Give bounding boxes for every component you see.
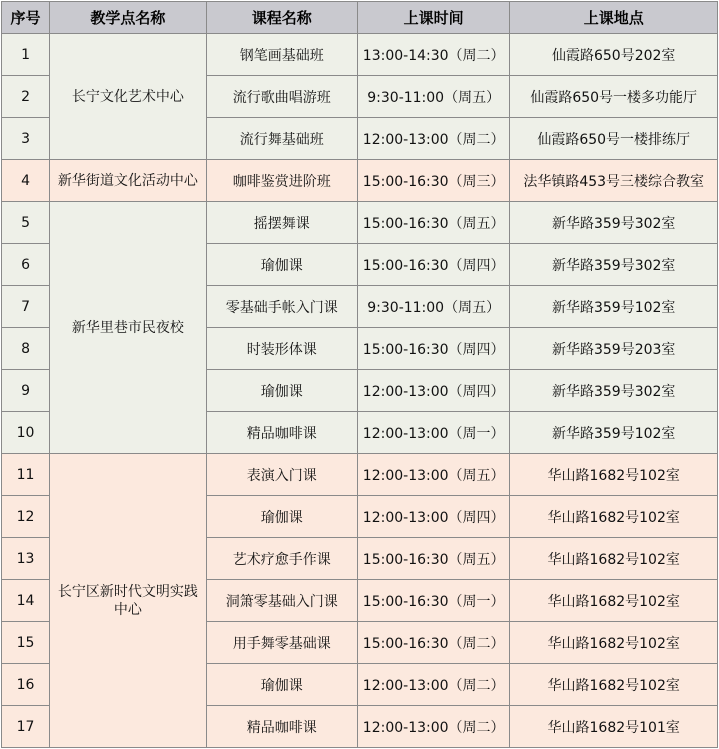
class-time: 15:00-16:30（周五） [357,202,509,244]
class-location: 法华镇路453号三楼综合教室 [510,160,718,202]
class-location: 华山路1682号102室 [510,664,718,706]
course-name: 表演入门课 [206,454,357,496]
row-index: 1 [2,34,50,76]
course-name: 瑜伽课 [206,496,357,538]
class-time: 9:30-11:00（周五） [357,286,509,328]
class-location: 新华路359号302室 [510,244,718,286]
class-location: 华山路1682号102室 [510,622,718,664]
class-time: 15:00-16:30（周二） [357,622,509,664]
course-name: 洞箫零基础入门课 [206,580,357,622]
class-time: 12:00-13:00（周二） [357,706,509,748]
class-time: 12:00-13:00（周四） [357,496,509,538]
class-location: 新华路359号102室 [510,286,718,328]
table-row [2,34,718,76]
course-name: 艺术疗愈手作课 [206,538,357,580]
class-location: 华山路1682号102室 [510,496,718,538]
row-index: 15 [2,622,50,664]
class-location: 华山路1682号102室 [510,580,718,622]
class-location: 新华路359号302室 [510,202,718,244]
row-index: 11 [2,454,50,496]
header-venue: 教学点名称 [50,2,206,34]
course-name: 流行舞基础班 [206,118,357,160]
course-name: 瑜伽课 [206,664,357,706]
course-name: 零基础手帐入门课 [206,286,357,328]
header-row [2,2,718,34]
class-time: 15:00-16:30（周四） [357,328,509,370]
venue-cell: 长宁区新时代文明实践中心 [50,454,206,748]
class-time: 9:30-11:00（周五） [357,76,509,118]
course-name: 咖啡鉴赏进阶班 [206,160,357,202]
class-time: 12:00-13:00（周一） [357,412,509,454]
class-time: 12:00-13:00（周二） [357,664,509,706]
class-time: 15:00-16:30（周三） [357,160,509,202]
row-index: 12 [2,496,50,538]
row-index: 14 [2,580,50,622]
header-course: 课程名称 [206,2,357,34]
table-row [2,160,718,202]
header-location: 上课地点 [510,2,718,34]
class-location: 华山路1682号101室 [510,706,718,748]
class-location: 华山路1682号102室 [510,538,718,580]
class-time: 15:00-16:30（周一） [357,580,509,622]
table-body [2,34,718,748]
row-index: 7 [2,286,50,328]
row-index: 8 [2,328,50,370]
course-name: 精品咖啡课 [206,706,357,748]
table-row [2,454,718,496]
course-name: 摇摆舞课 [206,202,357,244]
class-time: 15:00-16:30（周四） [357,244,509,286]
row-index: 10 [2,412,50,454]
class-location: 新华路359号302室 [510,370,718,412]
class-time: 12:00-13:00（周四） [357,370,509,412]
course-name: 瑜伽课 [206,244,357,286]
class-location: 仙霞路650号202室 [510,34,718,76]
venue-cell: 长宁文化艺术中心 [50,34,206,160]
course-name: 时装形体课 [206,328,357,370]
table-row [2,202,718,244]
row-index: 2 [2,76,50,118]
row-index: 16 [2,664,50,706]
row-index: 17 [2,706,50,748]
class-location: 华山路1682号102室 [510,454,718,496]
class-time: 15:00-16:30（周五） [357,538,509,580]
class-time: 12:00-13:00（周二） [357,118,509,160]
course-name: 精品咖啡课 [206,412,357,454]
course-schedule-table [1,1,718,748]
row-index: 4 [2,160,50,202]
class-location: 新华路359号203室 [510,328,718,370]
class-location: 仙霞路650号一楼排练厅 [510,118,718,160]
row-index: 5 [2,202,50,244]
class-time: 13:00-14:30（周二） [357,34,509,76]
venue-cell: 新华街道文化活动中心 [50,160,206,202]
course-name: 瑜伽课 [206,370,357,412]
row-index: 6 [2,244,50,286]
venue-cell: 新华里巷市民夜校 [50,202,206,454]
course-name: 钢笔画基础班 [206,34,357,76]
class-location: 仙霞路650号一楼多功能厅 [510,76,718,118]
course-name: 流行歌曲唱游班 [206,76,357,118]
header-time: 上课时间 [357,2,509,34]
class-location: 新华路359号102室 [510,412,718,454]
row-index: 9 [2,370,50,412]
header-index: 序号 [2,2,50,34]
row-index: 3 [2,118,50,160]
class-time: 12:00-13:00（周五） [357,454,509,496]
row-index: 13 [2,538,50,580]
course-name: 用手舞零基础课 [206,622,357,664]
